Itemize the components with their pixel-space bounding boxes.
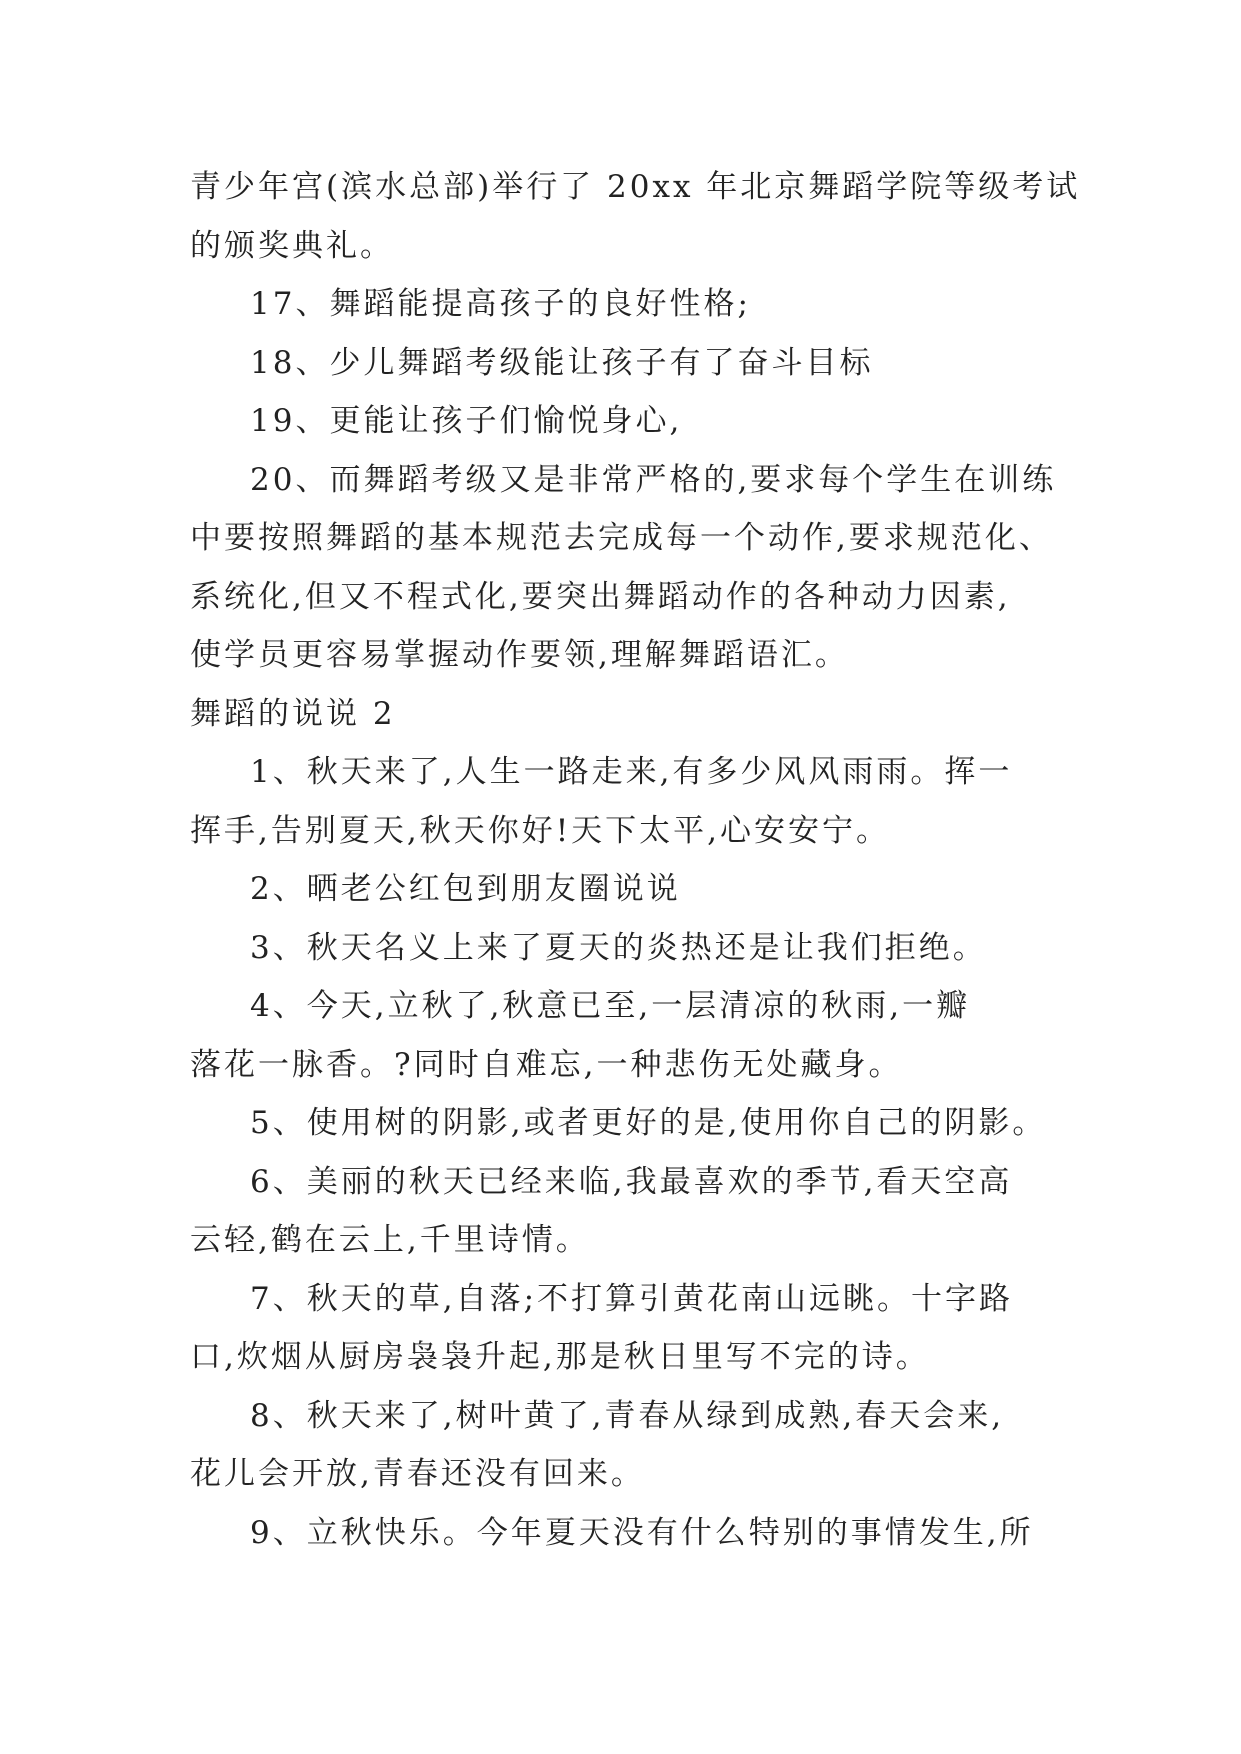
line-07: 中要按照舞蹈的基本规范去完成每一个动作,要求规范化、: [190, 520, 1053, 556]
line-20: 7、秋天的草,自落;不打算引黄花南山远眺。十字路: [250, 1280, 1014, 1317]
line-19: 云轻,鹤在云上,千里诗情。: [190, 1222, 590, 1258]
line-24: 9、立秋快乐。今年夏天没有什么特别的事情发生,所: [250, 1514, 1034, 1551]
line-15: 4、今天,立秋了,秋意已至,一层清凉的秋雨,一瓣: [250, 988, 971, 1024]
line-14: 3、秋天名义上来了夏天的炎热还是让我们拒绝。: [250, 929, 987, 966]
line-16: 落花一脉香。?同时自难忘,一种悲伤无处藏身。: [190, 1046, 903, 1083]
line-22: 8、秋天来了,树叶黄了,青春从绿到成熟,春天会来,: [250, 1397, 1005, 1434]
line-05: 19、更能让孩子们愉悦身心,: [250, 403, 683, 439]
line-09: 使学员更容易掌握动作要领,理解舞蹈语汇。: [190, 637, 849, 673]
line-17: 5、使用树的阴影,或者更好的是,使用你自己的阴影。: [250, 1105, 1047, 1141]
line-18: 6、美丽的秋天已经来临,我最喜欢的季节,看天空高: [250, 1163, 1013, 1200]
line-01: 青少年宫(滨水总部)举行了 20xx 年北京舞蹈学院等级考试: [190, 169, 1081, 205]
line-06: 20、而舞蹈考级又是非常严格的,要求每个学生在训练: [250, 461, 1057, 498]
line-21: 口,炊烟从厨房袅袅升起,那是秋日里写不完的诗。: [190, 1339, 930, 1375]
line-11: 1、秋天来了,人生一路走来,有多少风风雨雨。挥一: [250, 754, 1013, 790]
line-08: 系统化,但又不程式化,要突出舞蹈动作的各种动力因素,: [190, 578, 1011, 615]
section-heading: 舞蹈的说说 2: [190, 695, 396, 732]
line-02: 的颁奖典礼。: [190, 227, 394, 264]
line-03: 17、舞蹈能提高孩子的良好性格;: [250, 286, 751, 322]
line-04: 18、少儿舞蹈考级能让孩子有了奋斗目标: [250, 344, 874, 381]
line-23: 花儿会开放,青春还没有回来。: [190, 1456, 645, 1492]
line-13: 2、晒老公红包到朋友圈说说: [250, 871, 681, 907]
document-body: [190, 158, 1081, 1562]
line-12: 挥手,告别夏天,秋天你好!天下太平,心安安宁。: [190, 812, 891, 849]
